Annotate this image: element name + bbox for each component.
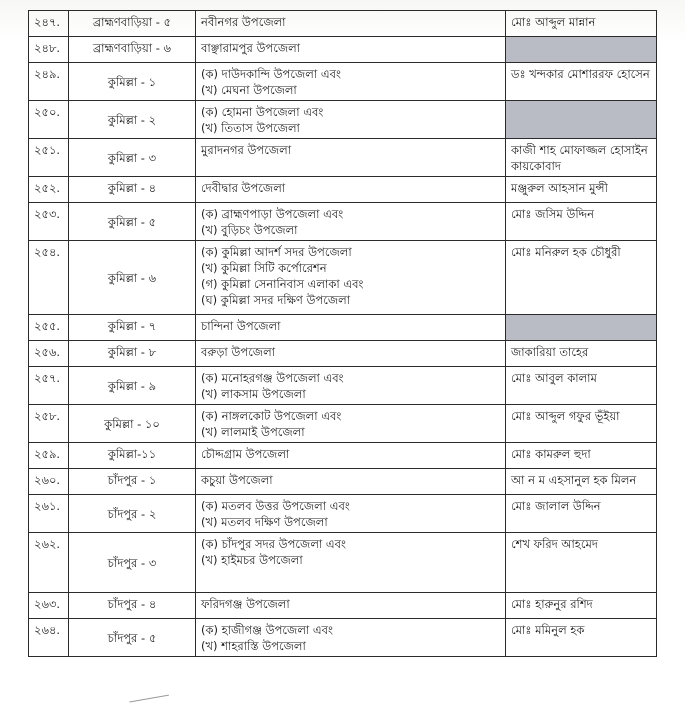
member-name: জাকারিয়া তাহের <box>506 341 657 367</box>
upazila-cell <box>196 177 506 203</box>
serial-number: ২৫১. <box>29 139 69 177</box>
upazila-cell <box>196 619 506 657</box>
upazila-cell <box>196 63 506 101</box>
member-name: মোঃ জসিম উদ্দিন <box>506 203 657 241</box>
upazila-cell <box>196 241 506 315</box>
upazila-cell <box>196 367 506 405</box>
upazila-name: বরুড়া উপজেলা <box>201 345 276 359</box>
table-row <box>29 37 657 63</box>
upazila-name: (ক) মতলব উত্তর উপজেলা এবং <box>201 499 350 513</box>
member-name: মোঃ জালাল উদ্দিন <box>506 495 657 533</box>
upazila-cell <box>196 37 506 63</box>
table-row <box>29 63 657 101</box>
upazila-name: চৌদ্দগ্রাম উপজেলা <box>201 447 290 461</box>
upazila-name: কচুয়া উপজেলা <box>201 473 273 487</box>
member-name: মোঃ আব্দুল গফুর ভূঁইয়া <box>506 405 657 443</box>
upazila-name: মুরাদনগর উপজেলা <box>201 143 292 157</box>
serial-number: ২৫৬. <box>29 341 69 367</box>
serial-number: ২৫৪. <box>29 241 69 315</box>
upazila-name: (ক) দাউদকান্দি উপজেলা এবং <box>201 67 341 81</box>
constituency-name: চাঁদপুর - ৫ <box>69 619 196 657</box>
serial-number: ২৬৪. <box>29 619 69 657</box>
upazila-name: (খ) শাহরাস্তি উপজেলা <box>201 639 306 653</box>
constituency-name: কুমিল্লা - ৮ <box>69 341 196 367</box>
upazila-cell <box>196 405 506 443</box>
upazila-name: (গ) কুমিল্লা সেনানিবাস এলাকা এবং <box>201 277 364 291</box>
member-name: আ ন ম এহসানুল হক মিলন <box>506 469 657 495</box>
member-name: মঞ্জুরুল আহসান মুন্সী <box>506 177 657 203</box>
vacant-member-cell <box>506 315 657 341</box>
constituency-name: কুমিল্লা - ৬ <box>69 241 196 315</box>
member-name: মোঃ মনিরুল হক চৌধুরী <box>506 241 657 315</box>
serial-number: ২৪৯. <box>29 63 69 101</box>
upazila-name: (ক) নাঙ্গলকোট উপজেলা এবং <box>201 409 342 423</box>
table-row <box>29 11 657 37</box>
upazila-name: ফরিদগঞ্জ উপজেলা <box>201 597 290 611</box>
upazila-cell <box>196 593 506 619</box>
serial-number: ২৪৭. <box>29 11 69 37</box>
table-row <box>29 101 657 139</box>
table-row <box>29 593 657 619</box>
upazila-cell <box>196 203 506 241</box>
member-name: মোঃ হারুনুর রশিদ <box>506 593 657 619</box>
upazila-cell <box>196 469 506 495</box>
upazila-name: (খ) হাইমচর উপজেলা <box>201 553 303 567</box>
vacant-member-cell <box>506 37 657 63</box>
table-row <box>29 367 657 405</box>
constituency-name: কুমিল্লা-১১ <box>69 443 196 469</box>
upazila-name: (ক) কুমিল্লা আদর্শ সদর উপজেলা <box>201 245 352 259</box>
table-row <box>29 241 657 315</box>
upazila-cell <box>196 139 506 177</box>
member-name: মোঃ কামরুল হুদা <box>506 443 657 469</box>
constituency-table <box>28 10 657 657</box>
upazila-name: (খ) মতলব দক্ষিণ উপজেলা <box>201 515 328 529</box>
upazila-name: বাঞ্ছারামপুর উপজেলা <box>201 41 301 55</box>
constituency-name: ব্রাহ্মণবাড়িয়া - ৫ <box>69 11 196 37</box>
constituency-name: ব্রাহ্মণবাড়িয়া - ৬ <box>69 37 196 63</box>
member-name: মোঃ আবুল কালাম <box>506 367 657 405</box>
constituency-name: কুমিল্লা - ৪ <box>69 177 196 203</box>
upazila-name: (ক) হাজীগঞ্জ উপজেলা এবং <box>201 623 333 637</box>
serial-number: ২৫০. <box>29 101 69 139</box>
constituency-name: কুমিল্লা - ৫ <box>69 203 196 241</box>
table-row <box>29 443 657 469</box>
table-row <box>29 341 657 367</box>
serial-number: ২৪৮. <box>29 37 69 63</box>
table-row <box>29 619 657 657</box>
upazila-name: নবীনগর উপজেলা <box>201 15 286 29</box>
vacant-member-cell <box>506 101 657 139</box>
table-row <box>29 139 657 177</box>
constituency-name: কুমিল্লা - ৩ <box>69 139 196 177</box>
member-name: কাজী শাহ মোফাজ্জল হোসাইন কায়কোবাদ <box>506 139 657 177</box>
upazila-cell <box>196 341 506 367</box>
constituency-name: কুমিল্লা - ১ <box>69 63 196 101</box>
upazila-name: (খ) তিতাস উপজেলা <box>201 121 300 135</box>
serial-number: ২৫৯. <box>29 443 69 469</box>
table-row <box>29 203 657 241</box>
serial-number: ২৬২. <box>29 533 69 593</box>
member-name: মোঃ আব্দুল মান্নান <box>506 11 657 37</box>
upazila-cell <box>196 533 506 593</box>
upazila-cell <box>196 11 506 37</box>
upazila-name: (খ) মেঘনা উপজেলা <box>201 83 297 97</box>
serial-number: ২৬০. <box>29 469 69 495</box>
constituency-name: চাঁদপুর - ৩ <box>69 533 196 593</box>
serial-number: ২৬১. <box>29 495 69 533</box>
upazila-name: দেবীদ্বার উপজেলা <box>201 181 286 195</box>
serial-number: ২৫৫. <box>29 315 69 341</box>
upazila-name: (খ) বুড়িচং উপজেলা <box>201 223 298 237</box>
upazila-cell <box>196 495 506 533</box>
serial-number: ২৫৭. <box>29 367 69 405</box>
upazila-name: (ক) হোমনা উপজেলা এবং <box>201 105 324 119</box>
table-row <box>29 315 657 341</box>
upazila-cell <box>196 101 506 139</box>
constituency-name: চাঁদপুর - ৪ <box>69 593 196 619</box>
member-name: শেখ ফরিদ আহমেদ <box>506 533 657 593</box>
member-name: মোঃ মমিনুল হক <box>506 619 657 657</box>
upazila-name: (খ) লালমাই উপজেলা <box>201 425 305 439</box>
table-row <box>29 495 657 533</box>
upazila-cell <box>196 443 506 469</box>
upazila-name: (ক) চাঁদপুর সদর উপজেলা এবং <box>201 537 346 551</box>
serial-number: ২৫২. <box>29 177 69 203</box>
upazila-name: চান্দিনা উপজেলা <box>201 319 281 333</box>
member-name: ডঃ খন্দকার মোশাররফ হোসেন <box>506 63 657 101</box>
constituency-name: কুমিল্লা - ৭ <box>69 315 196 341</box>
upazila-name: (ক) মনোহরগঞ্জ উপজেলা এবং <box>201 371 344 385</box>
upazila-name: (খ) লাকসাম উপজেলা <box>201 387 306 401</box>
serial-number: ২৫৩. <box>29 203 69 241</box>
upazila-cell <box>196 315 506 341</box>
upazila-name: (ক) ব্রাহ্মণপাড়া উপজেলা এবং <box>201 207 344 221</box>
table-row <box>29 177 657 203</box>
table-row <box>29 405 657 443</box>
serial-number: ২৫৮. <box>29 405 69 443</box>
table-row <box>29 533 657 593</box>
constituency-name: কুমিল্লা - ১০ <box>69 405 196 443</box>
upazila-name: (খ) কুমিল্লা সিটি কর্পোরেশন <box>201 261 327 275</box>
table-row <box>29 469 657 495</box>
table-body <box>29 11 657 657</box>
constituency-name: চাঁদপুর - ১ <box>69 469 196 495</box>
constituency-name: চাঁদপুর - ২ <box>69 495 196 533</box>
constituency-name: কুমিল্লা - ৯ <box>69 367 196 405</box>
upazila-name: (ঘ) কুমিল্লা সদর দক্ষিণ উপজেলা <box>201 293 351 307</box>
constituency-name: কুমিল্লা - ২ <box>69 101 196 139</box>
serial-number: ২৬৩. <box>29 593 69 619</box>
